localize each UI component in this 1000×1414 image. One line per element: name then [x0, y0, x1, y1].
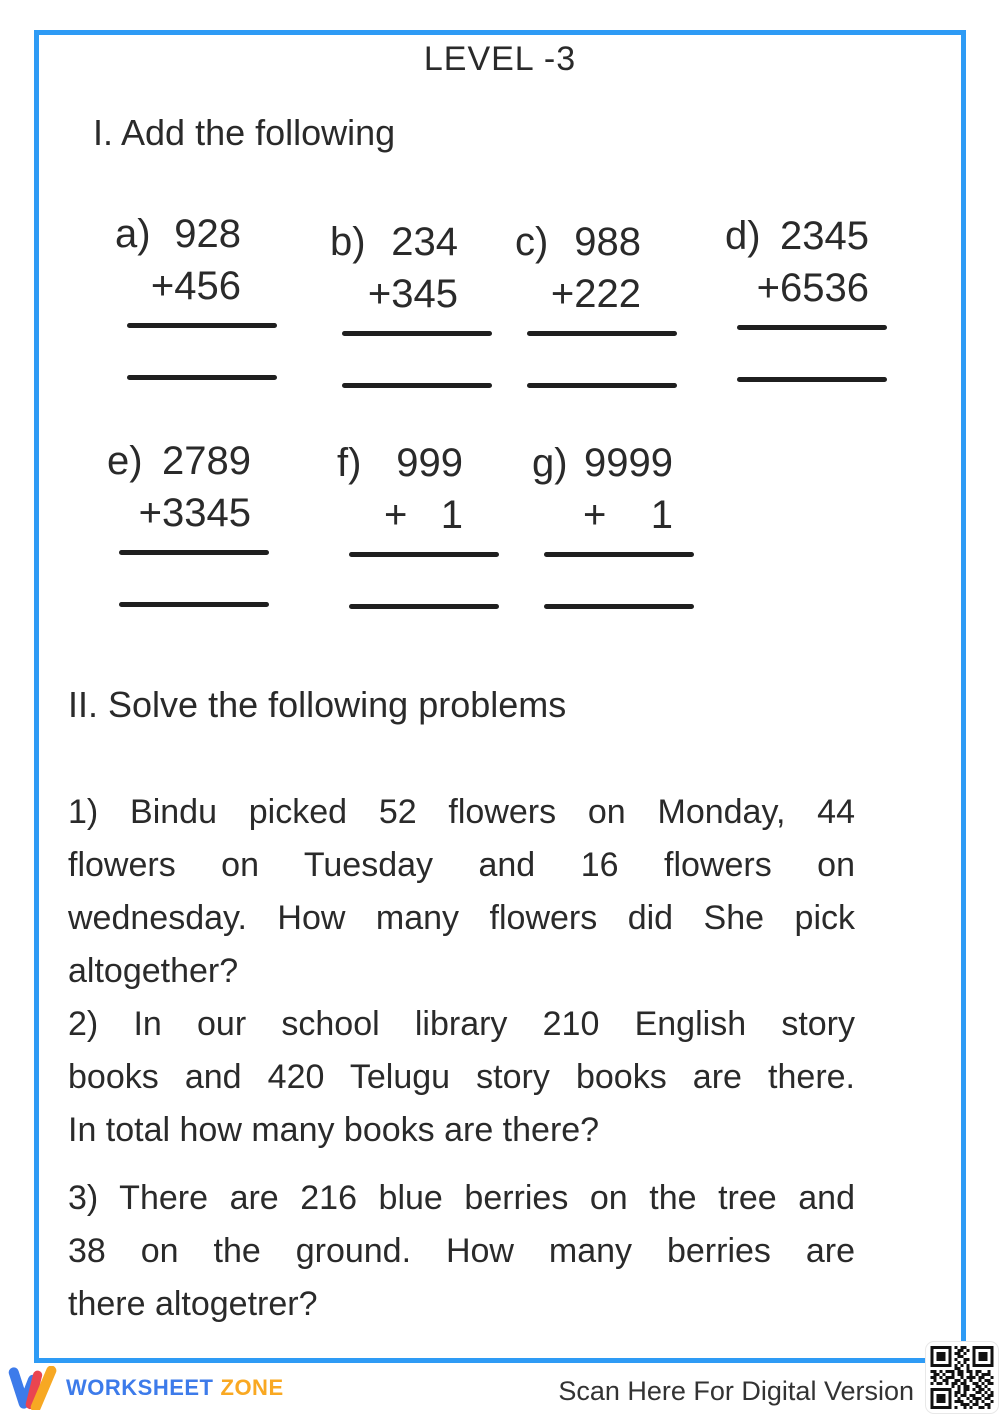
problem-bottom-operand: +3345	[138, 491, 251, 535]
problem-top-operand: 9999	[584, 441, 673, 485]
problem-top-operand: 2345	[780, 214, 869, 258]
sum-line	[127, 323, 277, 328]
word-problem-line: altogether?	[68, 952, 239, 990]
problem-label: e)	[107, 439, 143, 483]
problem-label: b)	[330, 220, 366, 264]
problem-top-operand: 234	[391, 220, 458, 264]
word-problem-line: 3) There are 216 blue berries on the tree and	[68, 1179, 855, 1217]
problem-bottom-operand: + 1	[384, 493, 463, 537]
answer-line	[544, 604, 694, 609]
word-problem-line: In total how many books are there?	[68, 1111, 600, 1149]
problem-bottom-operand: +6536	[756, 266, 869, 310]
answer-line	[127, 375, 277, 380]
qr-code-icon	[930, 1346, 994, 1409]
worksheetzone-logo-icon	[8, 1366, 58, 1410]
word-problem-line: 2) In our school library 210 English story	[68, 1005, 855, 1043]
word-problem-line: there altogetrer?	[68, 1285, 318, 1323]
sum-line	[527, 331, 677, 336]
problem-label: d)	[725, 214, 761, 258]
qr-code	[926, 1342, 998, 1413]
section2-heading: II. Solve the following problems	[68, 684, 567, 725]
problem-top-operand: 988	[574, 220, 641, 264]
sum-line	[119, 550, 269, 555]
brand-word-worksheet: WORKSHEET	[66, 1375, 214, 1400]
addition-problem-b	[330, 216, 482, 388]
problem-bottom-operand: +456	[150, 264, 241, 308]
problem-top-operand: 928	[174, 212, 241, 256]
word-problem-line: wednesday. How many flowers did She pick	[68, 899, 855, 937]
addition-problem-g	[532, 437, 697, 609]
addition-problem-f	[337, 437, 487, 609]
addition-problem-c	[515, 216, 665, 388]
word-problem-line: books and 420 Telugu story books are there.	[68, 1058, 855, 1096]
section1-heading: I. Add the following	[93, 112, 396, 153]
problem-label: f)	[337, 441, 362, 485]
answer-line	[527, 383, 677, 388]
word-problem-line: 1) Bindu picked 52 flowers on Monday, 44	[68, 793, 855, 831]
problem-bottom-operand: +222	[550, 272, 641, 316]
word-problem-3	[68, 1172, 855, 1331]
problem-top-operand: 999	[396, 441, 463, 485]
addition-problem-e	[107, 435, 275, 607]
answer-line	[737, 377, 887, 382]
worksheetzone-logo	[8, 1366, 284, 1410]
problem-bottom-operand: +345	[367, 272, 458, 316]
addition-problem-a	[115, 208, 265, 380]
sum-line	[544, 552, 694, 557]
sum-line	[737, 325, 887, 330]
addition-problem-d	[725, 210, 893, 382]
worksheetzone-logo-text	[66, 1375, 284, 1401]
answer-line	[349, 604, 499, 609]
answer-line	[119, 602, 269, 607]
sum-line	[342, 331, 492, 336]
sum-line	[349, 552, 499, 557]
brand-word-zone: ZONE	[220, 1375, 284, 1400]
scan-here-text: Scan Here For Digital Version	[558, 1376, 914, 1406]
problem-label: g)	[532, 441, 568, 485]
problem-label: a)	[115, 212, 151, 256]
word-problem-line: 38 on the ground. How many berries are	[68, 1232, 855, 1270]
word-problem-2	[68, 998, 855, 1157]
page-title: LEVEL -3	[423, 40, 577, 78]
problem-label: c)	[515, 220, 549, 264]
problem-top-operand: 2789	[162, 439, 251, 483]
problem-bottom-operand: + 1	[582, 493, 673, 537]
answer-line	[342, 383, 492, 388]
footer	[0, 1363, 1000, 1413]
word-problem-1	[68, 786, 855, 998]
word-problem-line: flowers on Tuesday and 16 flowers on	[68, 846, 855, 884]
